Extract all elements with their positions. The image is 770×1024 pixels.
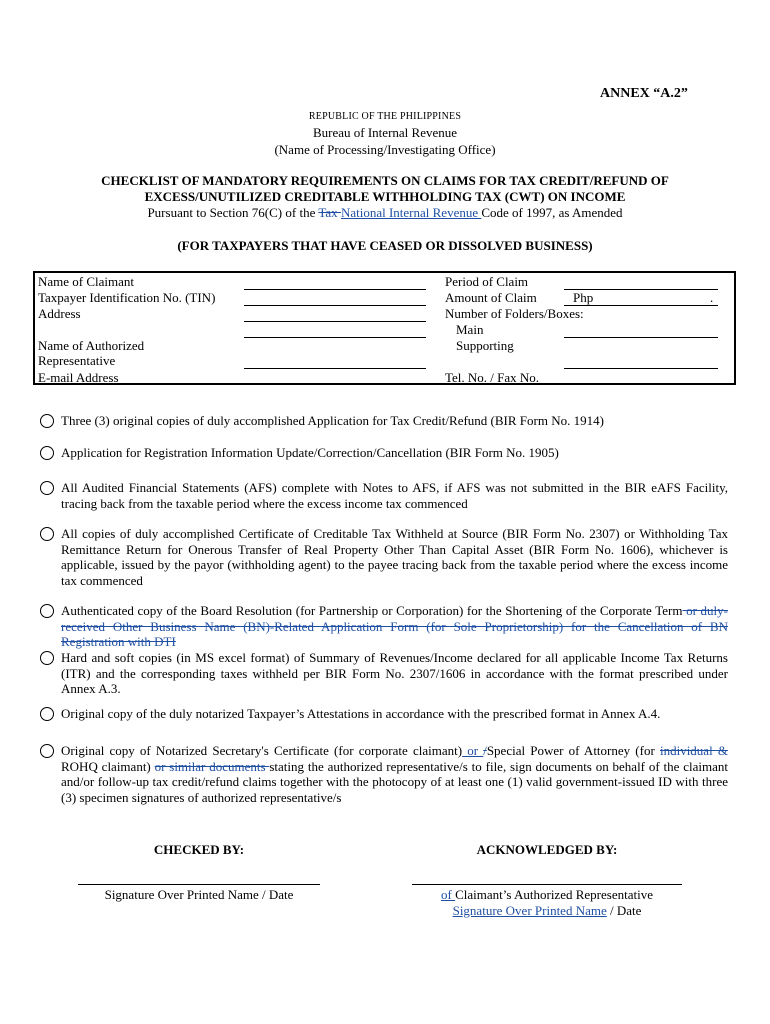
checklist-item-2 [40, 445, 728, 461]
folders-label: Number of Folders/Boxes: [445, 306, 584, 321]
acknowledged-signature-inserted: Signature Over Printed Name [452, 903, 607, 918]
checklist-item-3 [40, 480, 728, 511]
checkbox-circle[interactable] [40, 744, 54, 758]
item-8-inserted: or [462, 743, 484, 758]
item-8-deleted-1: / [483, 743, 487, 758]
annex-label: ANNEX “A.2” [600, 86, 688, 101]
item-text: Original copy of the duly notarized Taxpayer’s Attestations in accordance with the prescribed format in Annex A.4. [61, 706, 661, 721]
checklist-item-6 [40, 650, 728, 697]
acknowledged-caption-line-1 [412, 887, 682, 903]
acknowledged-date-text: / Date [606, 903, 642, 918]
checkbox-circle[interactable] [40, 707, 54, 721]
item-text: Three (3) original copies of duly accomplished Application for Tax Credit/Refund (BIR Form No. 1914) [61, 413, 604, 428]
supporting-label: Supporting [456, 338, 514, 353]
period-label: Period of Claim [445, 274, 529, 289]
item-8-text-b: Special Power of Attorney (for [486, 743, 660, 758]
pursuant-line [0, 205, 770, 221]
checklist-item-1 [40, 413, 728, 429]
email-label: E-mail Address [38, 370, 119, 385]
checkbox-circle[interactable] [40, 604, 54, 618]
tin-label: Taxpayer Identification No. (TIN) [38, 290, 216, 305]
item-text [61, 743, 728, 805]
address-field-1[interactable] [244, 321, 426, 322]
acknowledged-of-inserted: of [441, 887, 456, 902]
item-8-text-d: stating the authorized representative/s to file, sign documents on behalf of the claimant and/or follow-up tax credit/refund claims together with the photocopy of at least one (1) valid government-issued ID with three (3) specimen signatures of authorized representative/s [61, 758, 728, 805]
item-8-text-a: Original copy of Notarized Secretary's Certificate (for corporate claimant) [61, 743, 463, 758]
amount-currency: Php [573, 290, 594, 305]
pursuant-text: Pursuant to Section 76(C) of the [147, 205, 319, 220]
address-label: Address [38, 306, 81, 321]
authorized-rep-label-2: Representative [38, 353, 116, 368]
amount-decimal: . [710, 290, 714, 305]
item-5-text: Authenticated copy of the Board Resolution (for Partnership or Corporation) for the Shortening of the Corporate Term [61, 603, 683, 618]
pursuant-text-end: Code of 1997, as Amended [481, 205, 623, 220]
amount-label: Amount of Claim [445, 290, 537, 305]
authorized-rep-label-1: Name of Authorized [38, 338, 145, 353]
item-text: All Audited Financial Statements (AFS) complete with Notes to AFS, if AFS was not submitted in the BIR eAFS Facility, tracing back from the taxable period where the excess income tax commenced [61, 480, 728, 511]
claimant-name-field[interactable] [244, 289, 426, 290]
authorized-rep-field[interactable] [244, 368, 426, 369]
main-label: Main [456, 322, 484, 337]
name-of-claimant-label: Name of Claimant [38, 274, 135, 289]
checkbox-circle[interactable] [40, 446, 54, 460]
item-text: Hard and soft copies (in MS excel format) of Summary of Revenues/Income declared for all applicable Income Tax Returns (ITR) and the corresponding taxes withheld per BIR Form No. 2307/1606 in accordance with the format prescribed under Annex A.3. [61, 650, 728, 696]
acknowledged-caption-line-2 [412, 903, 682, 919]
checked-by-caption: Signature Over Printed Name / Date [104, 887, 294, 902]
checked-by-signature-line[interactable] [78, 884, 320, 885]
pursuant-deleted: Tax [318, 205, 341, 220]
item-text [61, 603, 728, 650]
address-field-2[interactable] [244, 337, 426, 338]
acknowledged-by-signature-line[interactable] [412, 884, 682, 885]
acknowledged-by-heading: ACKNOWLEDGED BY: [476, 842, 618, 857]
tin-field[interactable] [244, 305, 426, 306]
bureau-heading: Bureau of Internal Revenue [312, 125, 458, 140]
item-8-text-c: ROHQ claimant) [61, 758, 155, 774]
checklist-item-5 [40, 603, 728, 650]
checkbox-circle[interactable] [40, 481, 54, 495]
tel-field[interactable] [564, 384, 718, 385]
item-8-deleted-3: or similar documents [154, 758, 270, 774]
title-line-2: EXCESS/UNUTILIZED CREDITABLE WITHHOLDING TAX (CWT) ON INCOME [144, 189, 626, 204]
checkbox-circle[interactable] [40, 651, 54, 665]
email-field[interactable] [244, 384, 426, 385]
pursuant-inserted: National Internal Revenue [340, 205, 482, 220]
claimant-info-box [33, 271, 736, 385]
checkbox-circle[interactable] [40, 527, 54, 541]
republic-heading: REPUBLIC OF THE PHILIPPINES [308, 111, 462, 122]
item-5-deleted: or duly-received Other Business Name (BN)-Related Application Form (for Sole Proprietorship) for the Cancellation of BN Registration with DTI [61, 603, 728, 649]
main-folders-field[interactable] [564, 337, 718, 338]
title-line-1: CHECKLIST OF MANDATORY REQUIREMENTS ON CLAIMS FOR TAX CREDIT/REFUND OF [101, 173, 669, 188]
item-text: Application for Registration Information Update/Correction/Cancellation (BIR Form No. 1905) [61, 445, 559, 460]
acknowledged-rep-text: Claimant’s Authorized Representative [455, 887, 653, 902]
acknowledged-by-caption [412, 887, 682, 919]
item-text: All copies of duly accomplished Certificate of Creditable Tax Withheld at Source (BIR Form No. 2307) or Withholding Tax Remittance Return for Onerous Transfer of Real Property Other Than Capital Asset (BIR Form No. 1606), whichever is applicable, issued by the payor (withholding agent) to the payee tracing back from the taxable period where the excess income tax commenced [61, 526, 728, 588]
checklist-item-8 [40, 743, 728, 805]
checklist-item-7 [40, 706, 728, 722]
tel-label: Tel. No. / Fax No. [445, 370, 540, 385]
checked-by-heading: CHECKED BY: [153, 842, 245, 857]
supporting-folders-field[interactable] [564, 368, 718, 369]
subtitle: (FOR TAXPAYERS THAT HAVE CEASED OR DISSOLVED BUSINESS) [177, 238, 593, 253]
checkbox-circle[interactable] [40, 414, 54, 428]
checklist-item-4 [40, 526, 728, 588]
office-heading: (Name of Processing/Investigating Office) [274, 142, 496, 157]
item-8-deleted-2: individual & [659, 743, 728, 758]
